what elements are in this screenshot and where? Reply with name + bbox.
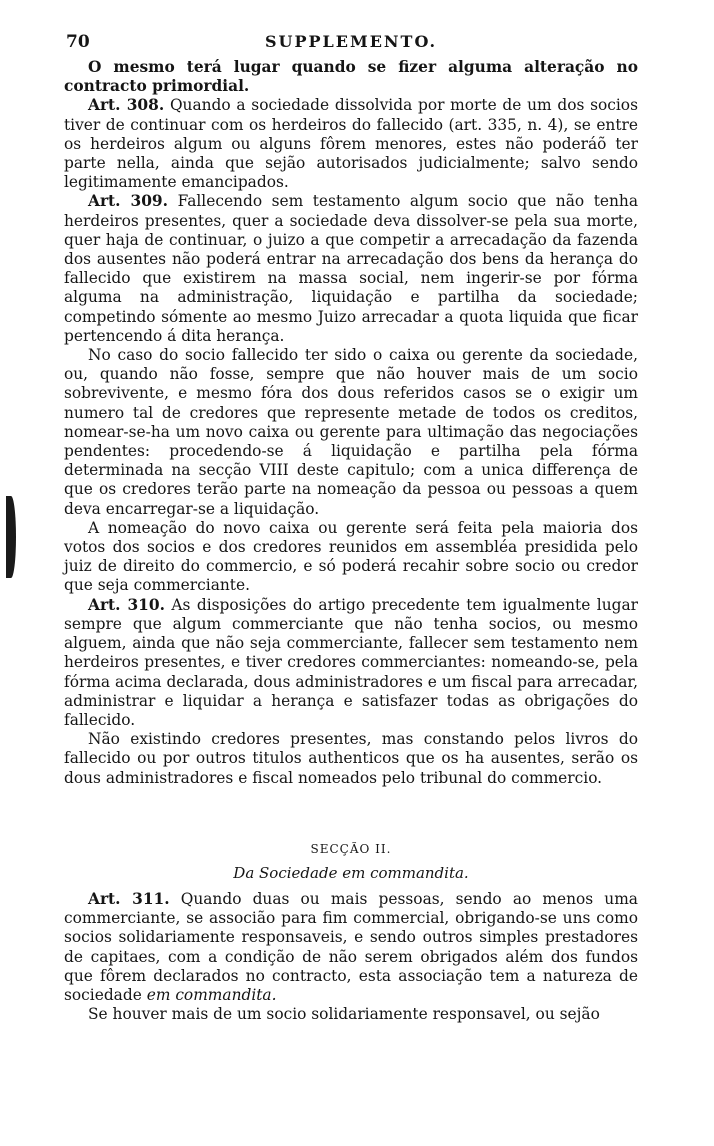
section-label: SECÇÃO II. xyxy=(310,842,392,856)
article-number: Art. 309. xyxy=(88,192,169,211)
paragraph-text: Quando duas ou mais pessoas, sendo ao menos uma commerciante, se associão para fim commercial, obrigando-se uns como socios solidariamente responsaveis, e sendo outros simples prestadores de capitaes, com a condição de não serem obrigados além dos fundos que fôrem declarados no contracto, esta associação tem a natureza de sociedade xyxy=(64,890,638,1005)
article-paragraph xyxy=(64,192,638,346)
emphasized-term: em commandita. xyxy=(146,986,277,1005)
paragraph xyxy=(64,346,638,519)
paragraph xyxy=(64,519,638,596)
article-paragraph xyxy=(64,596,638,730)
text-block-bottom xyxy=(64,890,638,1024)
running-title: SUPPLEMENTO. xyxy=(264,32,438,51)
paragraph-text: A nomeação do novo caixa ou gerente será feita pela maioria dos votos dos socios e dos credores reunidos em assembléa presidida pelo juiz de direito do commercio, e só poderá recahir sobre socio ou credor que seja commerciante. xyxy=(64,518,638,595)
paragraph-text: Fallecendo sem testamento algum socio que não tenha herdeiros presentes, quer a sociedade deva dissolver-se pela sua morte, quer haja de continuar, o juizo a que competir a arrecadação da fazenda dos ausentes não poderá entrar na arrecadação dos bens da herança do fallecido que existirem na massa social, nem ingerir-se por fórma alguma na administração, liquidação e partilha da sociedade; competindo sómente ao mesmo Juizo arrecadar a quota liquida que ficar pertencendo á dita herança. xyxy=(64,192,638,345)
page-header xyxy=(66,32,636,54)
page-number: 70 xyxy=(66,32,90,52)
article-paragraph xyxy=(64,890,638,1005)
text-block-top xyxy=(64,58,638,788)
article-number: Art. 311. xyxy=(88,890,170,908)
paragraph xyxy=(64,730,638,788)
article-number: Art. 308. xyxy=(88,96,165,115)
section-title: Da Sociedade em commandita. xyxy=(233,864,469,882)
article-paragraph xyxy=(64,96,638,192)
paragraph-text: Se houver mais de um socio solidariamente responsavel, ou sejão xyxy=(88,1005,600,1024)
paragraph xyxy=(64,58,638,96)
article-number: Art. 310. xyxy=(88,595,165,614)
binding-shadow xyxy=(6,496,16,578)
paragraph-text: As disposições do artigo precedente tem igualmente lugar sempre que algum commerciante que não tenha socios, ou mesmo alguem, ainda que não seja commerciante, fallecer sem testamento nem herdeiros presentes, e tiver credores commerciantes: nomeando-se, pela fórma acima declarada, dous administradores e um fiscal para arrecadar, administrar e liquidar a herança e satisfazer todas as obrigações do fallecido. xyxy=(64,595,638,729)
paragraph xyxy=(64,1005,638,1024)
paragraph-text: O mesmo terá lugar quando se fizer alguma alteração no contracto primordial. xyxy=(64,58,638,96)
paragraph-text: Quando a sociedade dissolvida por morte de um dos socios tiver de continuar com os herdeiros do fallecido (art. 335, n. 4), se entre os herdeiros algum ou alguns fôrem menores, estes não poderáõ ter parte nella, ainda que sejão autorisados judicialmente; salvo sendo legitimamente emancipados. xyxy=(64,96,638,192)
paragraph-text: No caso do socio fallecido ter sido o caixa ou gerente da sociedade, ou, quando não fosse, sempre que não houver mais de um socio sobrevivente, e mesmo fóra dos dous referidos casos se o exigir um numero tal de credores que represente metade de todos os creditos, nomear-se-ha um novo caixa ou gerente para ultimação das negociações pendentes: procedendo-se á liquidação e partilha pela fórma determinada na secção VIII deste capitulo; com a unica differença de que os credores terão parte na nomeação da pessoa ou pessoas a quem deva encarregar-se a liquidação. xyxy=(64,346,638,518)
paragraph-text: Não existindo credores presentes, mas constando pelos livros do fallecido ou por outros titulos authenticos que os ha ausentes, serão os dous administradores e fiscal nomeados pelo tribunal do commercio. xyxy=(64,730,638,787)
